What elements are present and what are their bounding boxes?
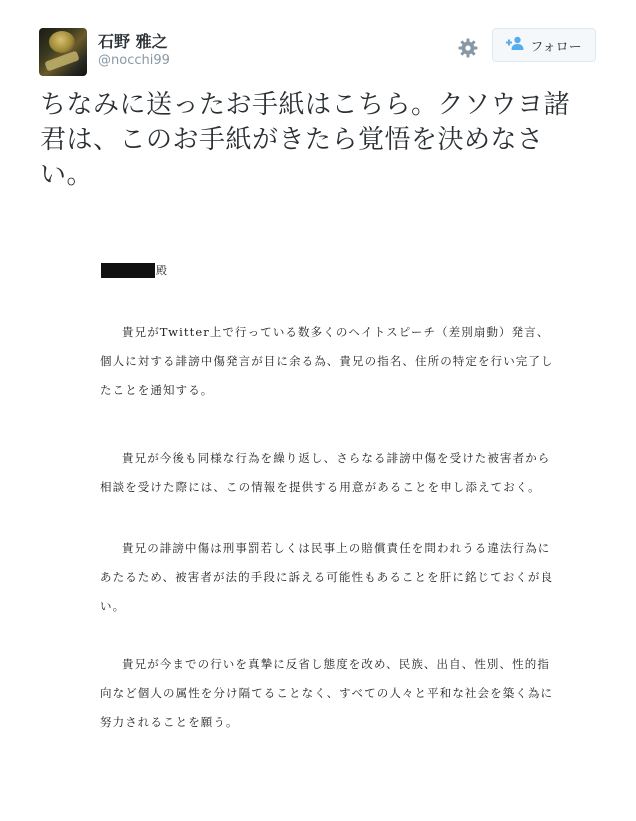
add-user-icon [506, 36, 524, 54]
redacted-name [101, 263, 155, 278]
letter-paragraph: 貴兄がTwitter上で行っている数多くのヘイトスピーチ（差別扇動）発言、個人に対する誹謗中傷発言が目に余る為、貴兄の指名、住所の特定を行い完了したことを通知する。 [100, 325, 554, 397]
avatar-guitar [44, 50, 79, 71]
display-name[interactable]: 石野 雅之 [98, 32, 168, 51]
tweet-attached-image[interactable] [36, 222, 600, 782]
avatar[interactable] [39, 28, 87, 76]
user-info[interactable] [98, 32, 170, 70]
letter-paragraph: 貴兄が今までの行いを真摯に反省し態度を改め、民族、出自、性別、性的指向など個人の属性を分け隔てることなく、すべての人々と平和な社会を築く為に努力されることを願う。 [100, 657, 554, 729]
user-handle[interactable]: @nocchi99 [98, 53, 170, 68]
letter-paragraph: 貴兄が今後も同様な行為を繰り返し、さらなる誹謗中傷を受けた被害者から相談を受けた際には、この情報を提供する用意があることを申し添えておく。 [100, 451, 551, 494]
follow-label: フォロー [530, 39, 582, 55]
letter-salutation: 殿 [156, 264, 167, 277]
letter-paragraph: 貴兄の誹謗中傷は刑事罰若しくは民事上の賠償責任を問われうる違法行為にあたるため、被害者が法的手段に訴える可能性もあることを肝に銘じておくが良い。 [100, 541, 554, 613]
gear-icon[interactable] [456, 36, 480, 60]
tweet-text: ちなみに送ったお手紙はこちら。クソウヨ諸君は、このお手紙がきたら覚悟を決めなさい。 [40, 90, 571, 190]
avatar-hair [49, 31, 75, 53]
tweet-header [36, 28, 600, 80]
follow-button[interactable] [492, 28, 596, 62]
